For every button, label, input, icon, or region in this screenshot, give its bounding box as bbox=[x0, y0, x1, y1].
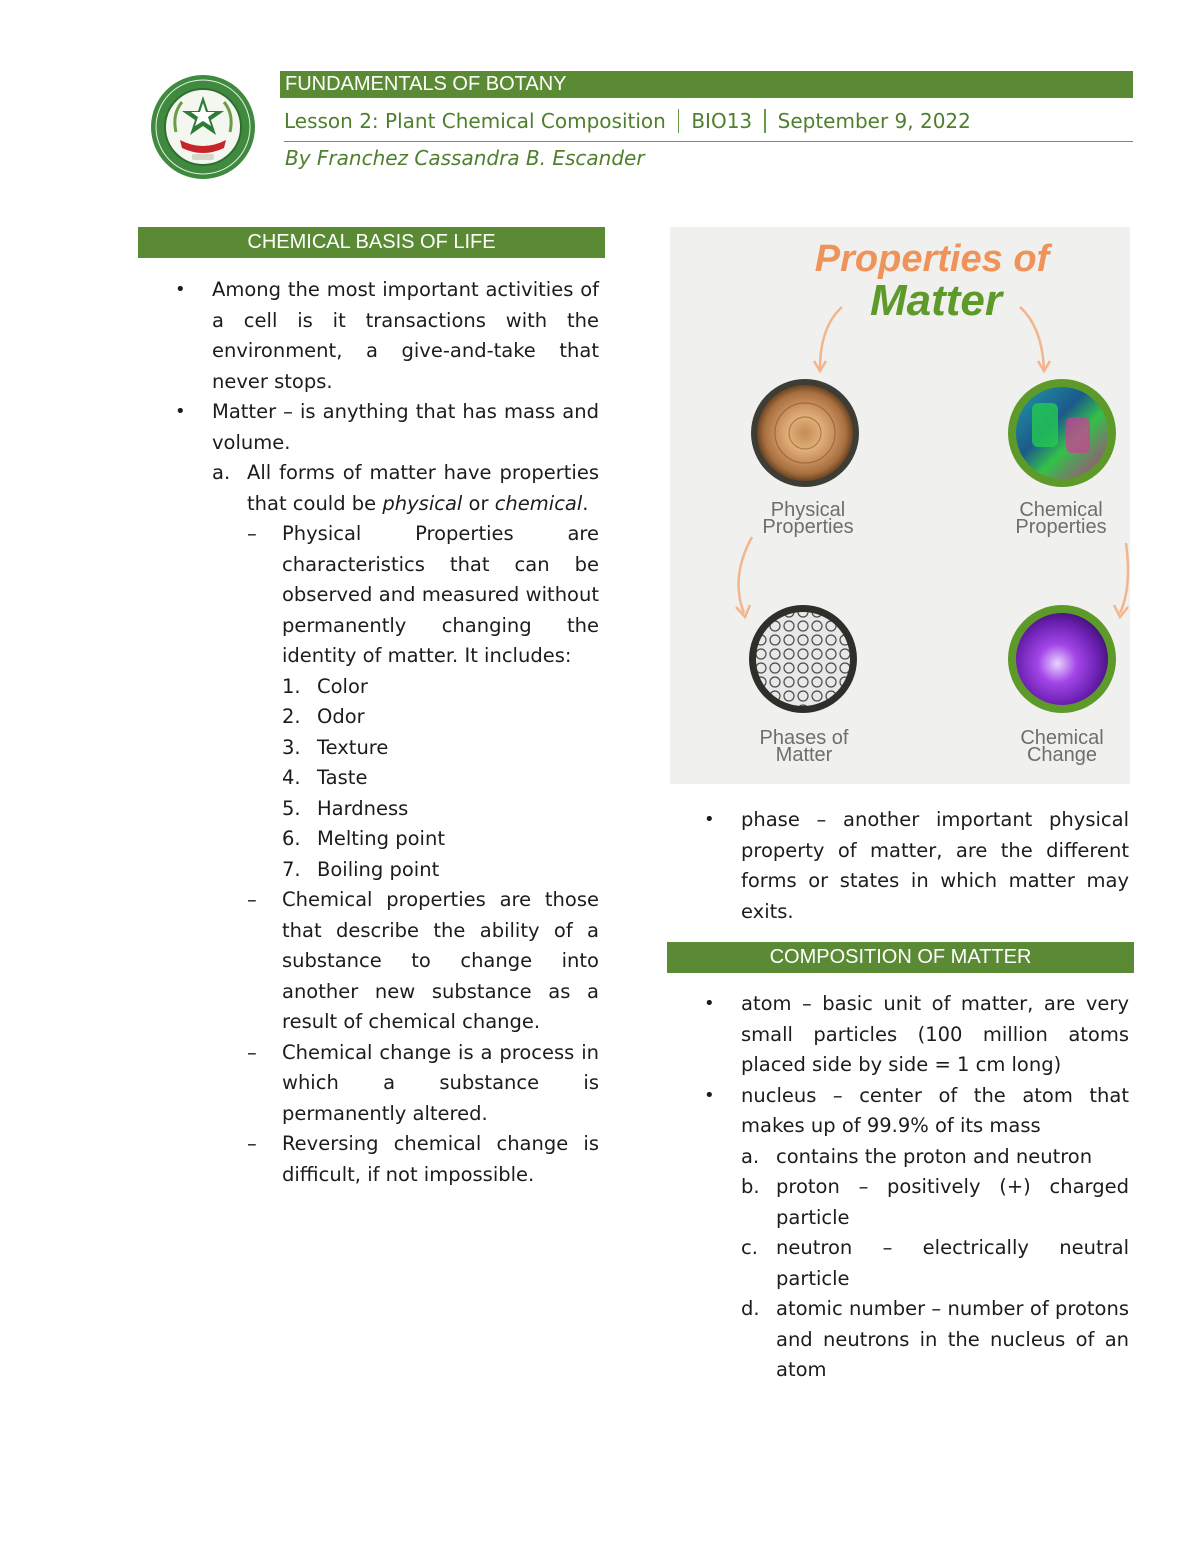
physical-property-item bbox=[282, 824, 599, 855]
label-physical-properties-2: Properties bbox=[762, 516, 854, 538]
nucleus-sub-list bbox=[741, 1142, 1129, 1386]
infographic-title-line1: Properties of bbox=[814, 238, 1050, 280]
list-letter: c. bbox=[741, 1236, 758, 1259]
infographic-title-line2: Matter bbox=[869, 276, 1003, 325]
lesson-date: September 9, 2022 bbox=[777, 109, 971, 133]
label-phases-of-matter-2: Matter bbox=[775, 744, 833, 766]
physical-property-item bbox=[282, 855, 599, 886]
lesson-info-line bbox=[284, 106, 1133, 142]
course-title-bar: FUNDAMENTALS OF BOTANY bbox=[280, 71, 1133, 98]
label-chemical-change-1: Chemical bbox=[1020, 727, 1104, 749]
bullet-cell-activities: • Among the most important activities of a cell is it transactions with the environment, a give-and-take that never stops. bbox=[212, 275, 599, 397]
bullet-matter-definition: • Matter – is anything that has mass and volume. bbox=[212, 397, 599, 458]
dash-item-chemical-change: – Chemical change is a process in which a substance is permanently altered. bbox=[247, 1040, 599, 1125]
nucleus-sub-item bbox=[741, 1294, 1129, 1386]
physical-property-label: Hardness bbox=[317, 796, 409, 820]
university-seal-logo bbox=[150, 74, 256, 180]
nucleus-sub-item bbox=[741, 1172, 1129, 1233]
nucleus-sub-item-text: proton – positively (+) charged particle bbox=[776, 1175, 1129, 1229]
dash-item-physical-properties: – Physical Properties are characteristics that can be observed and measured without permanently changing the identity of matter. It includes: bbox=[247, 522, 599, 667]
physical-property-item bbox=[282, 763, 599, 794]
lesson-title: Lesson 2: Plant Chemical Composition bbox=[284, 109, 666, 133]
infographic-svg bbox=[670, 227, 1130, 784]
label-physical-properties-1: Physical bbox=[770, 499, 846, 521]
physical-property-label: Color bbox=[317, 674, 368, 698]
physical-property-label: Melting point bbox=[317, 827, 445, 850]
physical-properties-list bbox=[282, 672, 599, 886]
section-header-chemical-basis: CHEMICAL BASIS OF LIFE bbox=[138, 227, 605, 258]
dash-list bbox=[247, 519, 599, 1190]
sub-item-a: a. All forms of matter have properties that could be physical or chemical. bbox=[247, 458, 599, 519]
list-letter: a. bbox=[741, 1144, 760, 1168]
nucleus-sub-item bbox=[741, 1233, 1129, 1294]
nucleus-sub-item-text: atomic number – number of protons and neutrons in the nucleus of an atom bbox=[776, 1297, 1129, 1381]
list-number: 4. bbox=[282, 766, 301, 789]
physical-property-item bbox=[282, 702, 599, 733]
physical-property-item bbox=[282, 672, 599, 703]
sub-list-matter bbox=[212, 458, 599, 1190]
list-number: 1. bbox=[282, 674, 301, 698]
nucleus-sub-item-text: neutron – electrically neutral particle bbox=[776, 1236, 1129, 1290]
label-chemical-properties-2: Properties bbox=[1015, 516, 1107, 538]
label-chemical-properties-1: Chemical bbox=[1019, 499, 1103, 521]
list-letter: d. bbox=[741, 1297, 760, 1320]
physical-property-label: Texture bbox=[317, 735, 389, 759]
list-number: 6. bbox=[282, 827, 301, 850]
list-number: 3. bbox=[282, 735, 301, 759]
divider bbox=[764, 109, 766, 133]
arrow-icon bbox=[820, 307, 842, 369]
dash-item-reversing: – Reversing chemical change is difficult, if not impossible. bbox=[247, 1132, 599, 1186]
physical-property-label: Boiling point bbox=[317, 857, 440, 881]
physical-property-item bbox=[282, 794, 599, 825]
sub-item-marker: a. bbox=[212, 461, 231, 484]
physical-properties-image bbox=[751, 379, 859, 487]
physical-property-label: Taste bbox=[317, 766, 368, 789]
list-letter: b. bbox=[741, 1175, 760, 1198]
nucleus-sub-item-text: contains the proton and neutron bbox=[776, 1144, 1093, 1168]
bullet-atom: • atom – basic unit of matter, are very small particles (100 million atoms placed side by side = 1 cm long) bbox=[741, 989, 1129, 1081]
nucleus-sub-item bbox=[741, 1142, 1129, 1173]
chemical-properties-image bbox=[1008, 379, 1116, 487]
properties-of-matter-infographic bbox=[670, 227, 1130, 784]
bullet-phase: • phase – another important physical property of matter, are the different forms or states in which matter may exits. bbox=[741, 805, 1129, 927]
label-chemical-change-2: Change bbox=[1026, 744, 1098, 766]
divider bbox=[678, 109, 680, 133]
physical-property-item bbox=[282, 733, 599, 764]
phases-of-matter-image bbox=[749, 605, 857, 713]
right-column-phase bbox=[741, 805, 1129, 927]
list-number: 5. bbox=[282, 796, 301, 820]
list-number: 2. bbox=[282, 705, 301, 728]
author-line: By Franchez Cassandra B. Escander bbox=[285, 146, 645, 170]
physical-property-label: Odor bbox=[317, 705, 365, 728]
right-column-body bbox=[741, 989, 1129, 1386]
section-header-composition: COMPOSITION OF MATTER bbox=[667, 942, 1134, 973]
list-number: 7. bbox=[282, 857, 301, 881]
left-column-body bbox=[212, 275, 599, 1190]
bullet-nucleus: • nucleus – center of the atom that makes up of 99.9% of its mass bbox=[741, 1081, 1129, 1142]
course-code: BIO13 bbox=[691, 109, 753, 133]
label-phases-of-matter-1: Phases of bbox=[759, 727, 849, 749]
arrow-icon bbox=[739, 537, 752, 613]
dash-item-chemical-properties: – Chemical properties are those that describe the ability of a substance to change into another new substance as a result of chemical change. bbox=[247, 888, 599, 1033]
chemical-change-image bbox=[1008, 605, 1116, 713]
